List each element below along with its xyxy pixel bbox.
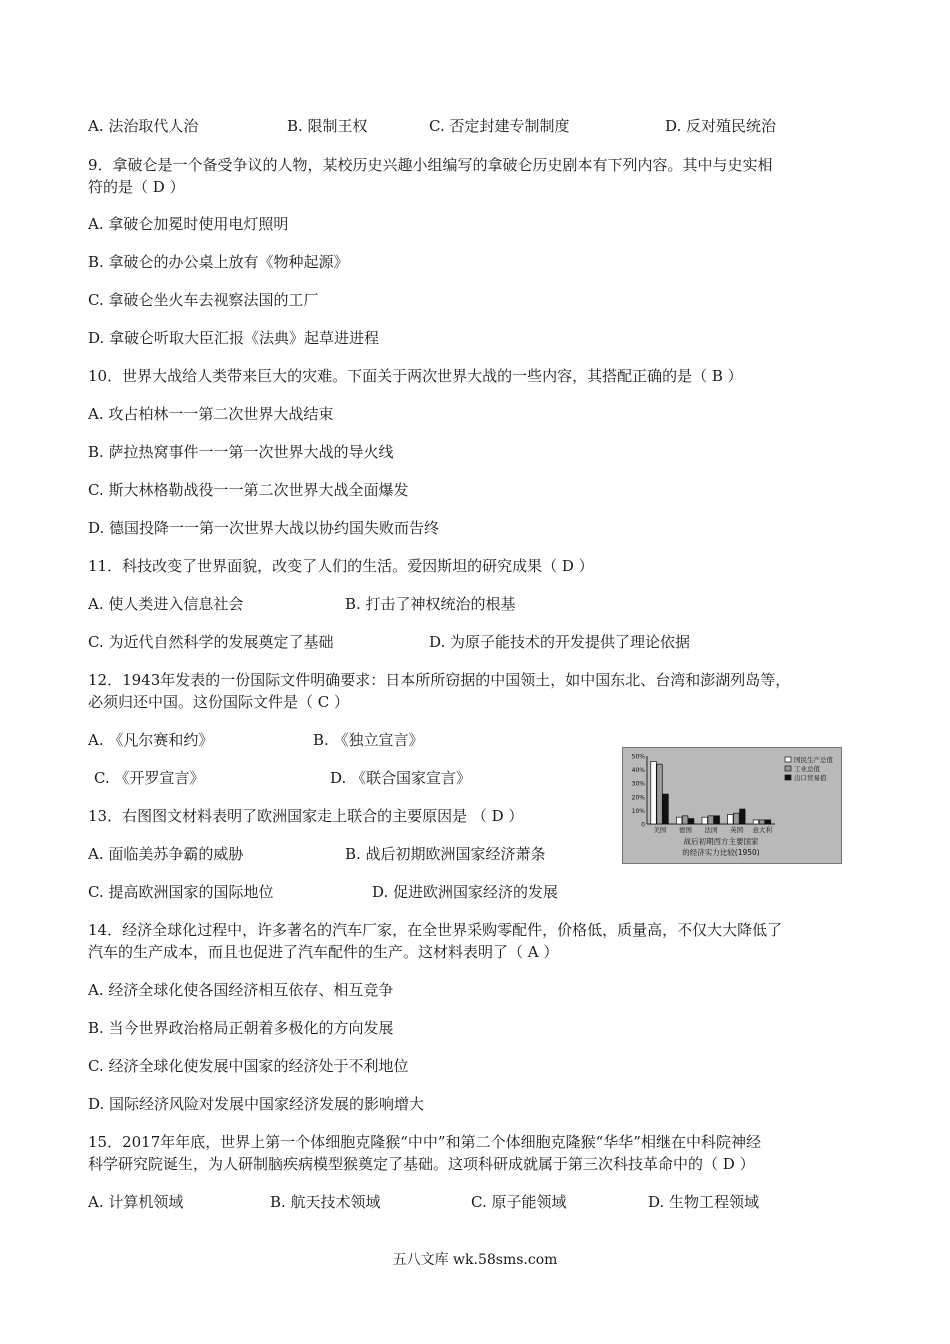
chart-svg (623, 748, 841, 863)
y-tick-label: 50% (631, 753, 645, 761)
legend-label: 出口贸易值 (794, 774, 827, 782)
q13-option-c: C. 提高欧洲国家的国际地位 (88, 883, 274, 901)
q15-option-c: C. 原子能领域 (471, 1193, 567, 1211)
economic-strength-chart (622, 747, 842, 864)
chart-bar (663, 794, 669, 824)
q14-option-d: D. 国际经济风险对发展中国家经济发展的影响增大 (88, 1095, 425, 1113)
x-tick-label: 法国 (704, 826, 718, 834)
q10-option-a: A. 攻占柏林一一第二次世界大战结束 (88, 405, 334, 423)
y-tick-label: 20% (631, 794, 645, 802)
q11-stem: 11．科技改变了世界面貌，改变了人们的生活。爱因斯坦的研究成果（ D ） (88, 557, 594, 575)
q15-option-b: B. 航天技术领域 (270, 1193, 381, 1211)
q11-option-a: A. 使人类进入信息社会 (88, 595, 244, 613)
legend-label: 国民生产总值 (794, 756, 833, 764)
q10-stem: 10．世界大战给人类带来巨大的灾难。下面关于两次世界大战的一些内容，其搭配正确的是（ B ） (88, 367, 743, 385)
q8-option-a: A. 法治取代人治 (88, 117, 199, 135)
q12-stem-line1: 12．1943年发表的一份国际文件明确要求：日本所所窃据的中国领土，如中国东北、台湾和澎湖列岛等， (88, 671, 791, 689)
q14-option-b: B. 当今世界政治格局正朝着多极化的方向发展 (88, 1019, 394, 1037)
chart-bars (651, 761, 771, 824)
q15-stem-line1: 15．2017年年底，世界上第一个体细胞克隆猴“中中”和第二个体细胞克隆猴“华华”相继在中科院神经 (88, 1133, 761, 1151)
q13-option-a: A. 面临美苏争霸的威胁 (88, 845, 244, 863)
chart-bar (651, 761, 657, 824)
q8-option-c: C. 否定封建专制制度 (429, 117, 570, 135)
y-tick-label: 10% (631, 807, 645, 815)
chart-caption-line2: 的经济实力比较(1950) (682, 848, 760, 857)
q15-option-d: D. 生物工程领域 (648, 1193, 760, 1211)
q9-option-b: B. 拿破仑的办公桌上放有《物种起源》 (88, 253, 349, 271)
x-tick-label: 美国 (653, 826, 667, 834)
q12-option-d: D. 《联合国家宣言》 (330, 769, 472, 787)
q11-option-c: C. 为近代自然科学的发展奠定了基础 (88, 633, 334, 651)
legend-label: 工业总值 (794, 765, 820, 773)
q9-option-c: C. 拿破仑坐火车去视察法国的工厂 (88, 291, 319, 309)
q14-stem-line1: 14．经济全球化过程中，许多著名的汽车厂家，在全世界采购零配件，价格低，质量高，不仅大大降低了 (88, 921, 783, 939)
q14-option-a: A. 经济全球化使各国经济相互依存、相互竞争 (88, 981, 394, 999)
q14-option-c: C. 经济全球化使发展中国家的经济处于不利地位 (88, 1057, 409, 1075)
q10-option-d: D. 德国投降一一第一次世界大战以协约国失败而告终 (88, 519, 440, 537)
q10-option-c: C. 斯大林格勒战役一一第二次世界大战全面爆发 (88, 481, 409, 499)
chart-bar (682, 816, 688, 824)
q13-option-d: D. 促进欧洲国家经济的发展 (372, 883, 559, 901)
q12-stem-line2: 必须归还中国。这份国际文件是（ C ） (88, 693, 350, 711)
chart-bar (740, 809, 746, 824)
legend-swatch (785, 766, 791, 771)
q11-option-b: B. 打击了神权统治的根基 (345, 595, 516, 613)
chart-caption-line1: 战后初期西方主要国家 (683, 837, 759, 846)
q9-option-a: A. 拿破仑加冕时使用电灯照明 (88, 215, 289, 233)
x-tick-label: 意大利 (752, 826, 772, 834)
legend-swatch (785, 757, 791, 762)
chart-bar (714, 816, 720, 824)
chart-bar (702, 817, 708, 824)
chart-bar (765, 820, 771, 824)
q15-option-a: A. 计算机领域 (88, 1193, 184, 1211)
chart-bar (759, 820, 765, 824)
footer-watermark: 五八文库 wk.58sms.com (392, 1252, 558, 1268)
q11-option-d: D. 为原子能技术的开发提供了理论依据 (429, 633, 691, 651)
q10-option-b: B. 萨拉热窝事件一一第一次世界大战的导火线 (88, 443, 394, 461)
x-tick-label: 英国 (730, 826, 744, 834)
chart-bar (728, 814, 734, 824)
chart-legend (785, 755, 834, 782)
y-tick-label: 0 (641, 821, 645, 829)
q12-option-a: A. 《凡尔赛和约》 (88, 731, 214, 749)
q8-option-d: D. 反对殖民统治 (665, 117, 777, 135)
q14-stem-line2: 汽车的生产成本，而且也促进了汽车配件的生产。这材料表明了（ A ） (88, 943, 559, 961)
chart-bar (657, 764, 663, 824)
chart-bar (708, 816, 714, 824)
x-tick-label: 德国 (678, 826, 692, 834)
chart-bar (688, 819, 694, 824)
q9-stem-line1: 9．拿破仑是一个备受争议的人物，某校历史兴趣小组编写的拿破仑历史剧本有下列内容。其中与史实相 (88, 156, 773, 174)
chart-labels (653, 825, 772, 857)
q13-stem: 13．右图图文材料表明了欧洲国家走上联合的主要原因是 （ D ） (88, 807, 524, 825)
q9-option-d: D. 拿破仑听取大臣汇报《法典》起草进进程 (88, 329, 380, 347)
q9-stem-line2: 符的是（ D ） (88, 178, 185, 196)
q15-stem-line2: 科学研究院诞生，为人研制脑疾病模型猴奠定了基础。这项科研成就属于第三次科技革命中的（ D ） (88, 1155, 755, 1173)
q12-option-b: B. 《独立宣言》 (313, 731, 424, 749)
q8-option-b: B. 限制王权 (287, 117, 368, 135)
y-tick-label: 40% (631, 767, 645, 775)
legend-swatch (785, 775, 791, 780)
chart-bar (753, 820, 759, 824)
q12-option-c: C. 《开罗宣言》 (94, 769, 205, 787)
q13-option-b: B. 战后初期欧洲国家经济萧条 (345, 845, 546, 863)
chart-bar (734, 813, 740, 824)
y-tick-label: 30% (631, 780, 645, 788)
chart-bar (676, 817, 682, 824)
